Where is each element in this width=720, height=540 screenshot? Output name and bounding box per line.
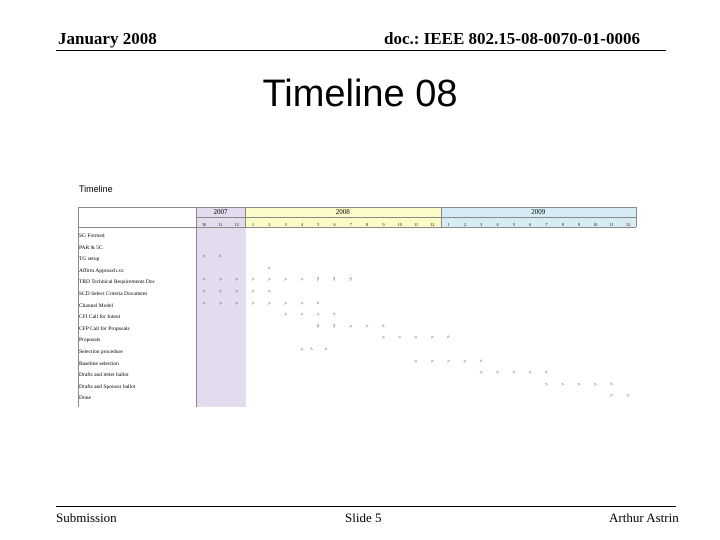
row-label: PAR & 5C (79, 244, 103, 251)
grid-header-line (78, 227, 636, 228)
month-label: 7 (545, 222, 548, 227)
timeline-mark: > (284, 277, 288, 284)
timeline-mark: > (447, 358, 451, 365)
month-label: 3 (480, 222, 483, 227)
row-label: Proposals (79, 337, 101, 344)
timeline-mark: ? (316, 323, 320, 330)
footer-submission: Submission (56, 510, 117, 525)
timeline-mark: > (202, 289, 206, 295)
timeline-mark: ^ (316, 300, 320, 307)
month-label: 8 (561, 222, 564, 227)
month-label: 2 (268, 222, 271, 227)
grid-year-line (196, 217, 636, 218)
row-label: Drafts and letter ballot (79, 372, 129, 379)
month-label: 9 (578, 222, 581, 227)
month-label: 11 (218, 222, 223, 227)
footer-slide-number: Slide 5 (345, 510, 382, 525)
month-label: 10 (397, 222, 402, 227)
row-label: Drafts and Sponsor ballot (79, 383, 136, 390)
row-label: TG setup (79, 256, 100, 263)
month-label: 6 (529, 222, 532, 227)
header-date: January 2008 (58, 29, 157, 48)
month-label: 5 (317, 222, 320, 227)
month-label: 1 (447, 222, 450, 227)
month-label: 9 (382, 222, 385, 227)
timeline-mark: ^ (544, 370, 548, 377)
timeline-mark: > (300, 312, 304, 319)
timeline-mark: > (300, 300, 304, 307)
timeline-mark: > (251, 277, 255, 284)
month-label: 10 (593, 222, 598, 227)
timeline-mark: > (300, 347, 304, 353)
timeline-mark: > (593, 381, 597, 388)
timeline-mark: > (202, 254, 206, 261)
row-label: CFI Call for Intent (79, 314, 121, 321)
timeline-mark: > (349, 323, 353, 330)
month-label: 1 (252, 222, 255, 227)
timeline-mark: > (218, 289, 222, 295)
timeline-mark: > (235, 277, 239, 284)
timeline-mark: > (235, 300, 239, 307)
timeline-mark: > (398, 335, 402, 342)
header-rule (56, 50, 666, 51)
timeline-mark: > (218, 300, 222, 307)
timeline-mark: > (577, 381, 581, 388)
timeline-mark: ^ (381, 323, 385, 330)
month-label: 3 (284, 222, 287, 227)
timeline-mark: > (430, 335, 434, 342)
timeline-mark: > (430, 358, 434, 365)
row-label: Selection procedure (79, 349, 123, 355)
month-label: 4 (496, 222, 499, 227)
month-label: 12 (625, 222, 630, 227)
timeline-mark: > (235, 289, 239, 295)
timeline-mark: > (218, 277, 222, 284)
timeline-mark: > (267, 300, 271, 307)
timeline-mark: ^ (267, 265, 271, 272)
timeline-mark: > (267, 289, 271, 295)
timeline-mark: ^ (310, 347, 313, 353)
month-label: 11 (609, 222, 614, 227)
row-label: SG Formed (79, 233, 105, 239)
timeline-grid (78, 207, 658, 407)
row-label: CFP Call for Proposals (79, 325, 130, 332)
timeline-mark: > (284, 312, 288, 319)
timeline-mark: > (202, 300, 206, 307)
footer-rule (56, 506, 676, 507)
month-label: 6 (333, 222, 336, 227)
month-label: 8 (366, 222, 369, 227)
timeline-mark: > (544, 381, 548, 388)
month-label: 12 (430, 222, 435, 227)
timeline-mark: ^ (479, 358, 483, 365)
row-label: Baseline selection (79, 360, 119, 367)
timeline-mark: ? (316, 277, 320, 284)
timeline-mark: > (528, 370, 532, 377)
month-label: 2 (463, 222, 466, 227)
month-label: 10 (202, 222, 207, 227)
slide-title: Timeline 08 (262, 73, 458, 115)
grid-right-line (636, 207, 637, 227)
header-doc-id: doc.: IEEE 802.15-08-0070-01-0006 (384, 29, 640, 48)
timeline-mark: > (316, 312, 320, 319)
timeline-mark: > (381, 335, 385, 342)
timeline-mark: ^ (447, 335, 450, 342)
timeline-mark: ^ (324, 347, 328, 353)
timeline-mark: > (495, 370, 500, 377)
timeline-mark: > (365, 323, 369, 330)
timeline-mark: > (610, 393, 614, 400)
month-label: 12 (234, 222, 239, 227)
row-label: SCD Select Criteria Document (79, 291, 147, 297)
row-label: TRD Technical Requirements Doc (79, 279, 156, 286)
timeline-mark: > (251, 289, 255, 295)
timeline-mark: > (479, 370, 483, 377)
timeline-mark: > (561, 381, 565, 388)
timeline-mark: > (512, 370, 516, 377)
timeline-mark: > (202, 277, 206, 284)
footer-author: Arthur Astrin (609, 510, 679, 525)
grid-top-line (78, 207, 636, 208)
timeline-mark: > (626, 393, 630, 400)
year-label: 2007 (213, 208, 228, 216)
timeline-mark: > (267, 277, 271, 284)
timeline-mark: ? (332, 323, 336, 330)
timeline-mark: ^ (610, 381, 613, 388)
timeline-mark: > (463, 358, 467, 365)
year-label: 2008 (335, 208, 350, 216)
row-label: Done (79, 395, 91, 402)
timeline-mark: ^ (332, 312, 336, 319)
month-label: 7 (349, 222, 352, 227)
month-label: 5 (512, 222, 515, 227)
month-label: 4 (300, 222, 303, 227)
timeline-mark: ? (349, 277, 352, 284)
timeline-label: Timeline (79, 184, 113, 194)
row-label: Channel Model (79, 302, 114, 309)
timeline-mark: > (300, 277, 304, 284)
timeline-mark: > (284, 300, 288, 307)
timeline-mark: > (414, 335, 418, 342)
timeline-mark: > (251, 300, 255, 307)
row-label: Affirm Approach.xx (79, 267, 124, 274)
timeline-mark: ? (332, 277, 336, 284)
timeline-mark: > (414, 358, 418, 365)
timeline-mark: ^ (218, 254, 222, 261)
year-label: 2009 (531, 208, 546, 216)
month-label: 11 (414, 222, 418, 227)
